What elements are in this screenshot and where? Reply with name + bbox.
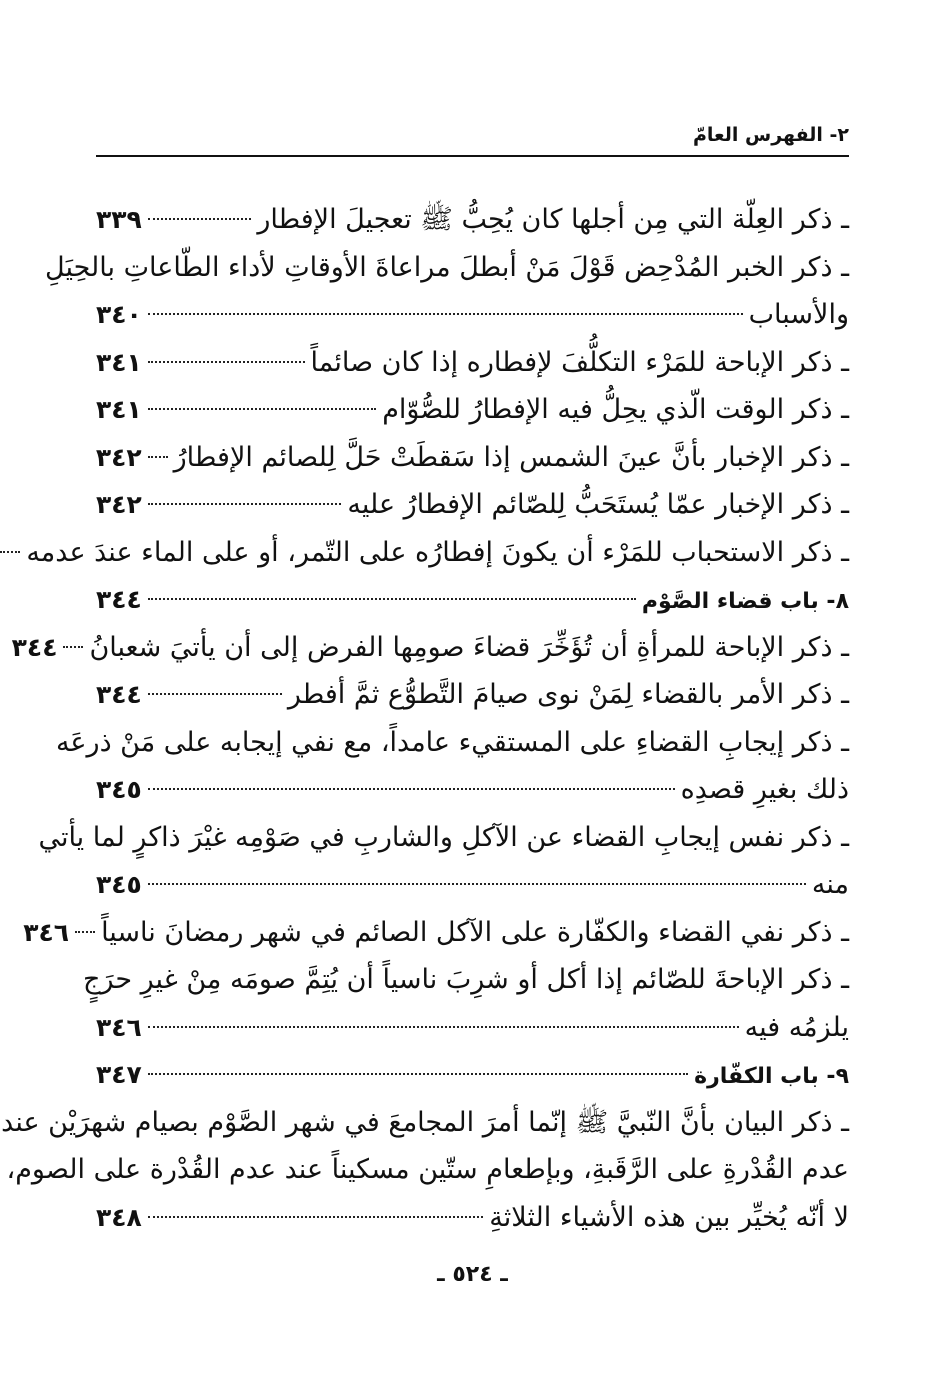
entry-page-number: ٣٤٥ [96, 775, 142, 804]
leader-dots [148, 408, 376, 410]
entry-text: ـ ذكر الاستحباب للمَرْء أن يكونَ إفطارُه على التّمر، أو على الماء عندَ عدمه [26, 536, 849, 568]
entry-text: ـ ذكر العِلّة التي مِن أجلها كان يُحِبُّ ﷺ تعجيلَ الإفطار [257, 204, 849, 235]
entry-line [23, 909, 849, 957]
entry-line [6, 1146, 849, 1194]
entry-line [96, 196, 849, 244]
entry-text: ـ ذكر البيان بأنَّ النّبيَّ ﷺ إنّما أمرَ المجامعَ في شهر الصَّوْم بصيام شهرَيْن عند [1, 1106, 849, 1138]
index-entry [96, 196, 849, 244]
index-entry [96, 386, 849, 434]
index-entry [11, 624, 849, 672]
index-entry [96, 434, 849, 482]
entry-text: ـ ذكر الأمر بالقضاء لِمَنْ نوى صيامَ التَّطوُّع ثمَّ أفطر [287, 679, 849, 710]
entry-line [45, 244, 849, 292]
entry-text: عدم القُدْرةِ على الرَّقَبةِ، وبإطعامِ ستّين مسكيناً عند عدم القُدْرة على الصوم، [6, 1154, 849, 1185]
entry-text: ـ ذكر الإخبار بأنَّ عينَ الشمس إذا سَقطَتْ حَلَّ لِلصائم الإفطارُ [173, 441, 849, 473]
entry-text: ـ ذكر الإباحةَ للصّائم إذا أكل أو شرِبَ ناسياً أن يُتِمَّ صومَه مِنْ غيرِ حرَجٍ [83, 964, 849, 995]
entry-page-number: ٣٤٨ [96, 1202, 142, 1232]
entry-text: منه [811, 869, 849, 900]
chapter-heading-entry [96, 1051, 849, 1099]
entry-page-number: ٣٣٩ [96, 205, 142, 234]
entry-line [26, 529, 849, 577]
entry-text: ـ ذكر الإباحة للمَرْء التكلُّفَ لإفطاره إذا كان صائماً [310, 346, 849, 378]
entry-text: ٩- باب الكفّارة [694, 1064, 849, 1089]
leader-dots [148, 503, 342, 505]
entry-line [38, 814, 849, 862]
leader-dots [0, 551, 20, 553]
leader-dots [148, 598, 636, 600]
entry-line [96, 386, 849, 434]
leader-dots [148, 1216, 484, 1218]
entry-text: ٨- باب قضاء الصَّوْم [641, 589, 849, 614]
entry-page-number: ٣٤٦ [96, 1012, 142, 1042]
leader-dots [148, 361, 305, 363]
entry-line [1, 1099, 849, 1147]
index-entry [55, 719, 849, 814]
entry-text: لا أنّه يُخيِّر بين هذه الأشياء الثلاثةِ [489, 1201, 849, 1233]
entry-line [96, 339, 849, 387]
entry-line [96, 1051, 849, 1099]
entry-line [55, 719, 849, 767]
page-number: ـ ٥٢٤ ـ [437, 1262, 508, 1287]
index-entry [83, 956, 849, 1051]
index-entry [38, 814, 849, 909]
entry-page-number: ٣٤٤ [11, 632, 58, 662]
entry-line [96, 1004, 849, 1052]
leader-dots [148, 218, 252, 220]
index-entry [26, 529, 849, 577]
leader-dots [148, 313, 743, 315]
entry-line [96, 766, 849, 814]
leader-dots [63, 646, 83, 648]
entry-line [96, 291, 849, 339]
index-entry [96, 671, 849, 719]
entry-page-number: ٣٤٧ [96, 1060, 142, 1089]
entry-line [96, 481, 849, 529]
leader-dots [148, 1026, 739, 1028]
entry-text: ـ ذكر نفي القضاء والكفّارة على الآكل الصائم في شهر رمضانَ ناسياً [101, 916, 849, 948]
entry-text: والأسباب [748, 299, 849, 330]
entry-page-number: ٣٤٥ [96, 870, 142, 899]
entry-text: ـ ذكر الإخبار عمّا يُستَحَبُّ لِلصّائم الإفطارُ عليه [347, 489, 849, 520]
entry-page-number: ٣٤٤ [96, 680, 142, 709]
entry-line [96, 576, 849, 624]
running-header [96, 124, 849, 158]
entry-text: يلزمُه فيه [744, 1011, 849, 1043]
index-entry [45, 244, 849, 339]
leader-dots [148, 788, 675, 790]
entry-page-number: ٣٤١ [96, 347, 142, 377]
leader-dots [148, 456, 168, 458]
entry-line [96, 861, 849, 909]
entry-text: ـ ذكر الإباحة للمرأةِ أن تُؤَخِّرَ قضاءَ صومِها الفرض إلى أن يأتيَ شعبانُ [89, 631, 849, 663]
index-entry [96, 339, 849, 387]
leader-dots [148, 883, 806, 885]
header-rule [96, 155, 849, 157]
entry-page-number: ٣٤٢ [96, 490, 142, 519]
header-title: ٢- الفهرس العامّ [692, 124, 849, 146]
entry-line [96, 1194, 849, 1242]
entry-page-number: ٣٤١ [96, 395, 142, 424]
entry-text: ـ ذكر إيجابِ القضاءِ على المستقيء عامداً، مع نفي إيجابه على مَنْ ذرعَه [55, 726, 849, 758]
entry-page-number: ٣٤٢ [95, 442, 142, 472]
entry-line [96, 671, 849, 719]
entry-text: ـ ذكر الوقت الّذي يحِلُّ فيه الإفطارُ للصُّوّام [382, 394, 849, 425]
chapter-heading-entry [96, 576, 849, 624]
entry-line [83, 956, 849, 1004]
index-entry [96, 481, 849, 529]
index-entries [1, 196, 849, 1241]
index-entry [1, 1099, 849, 1242]
index-entry [23, 909, 849, 957]
entry-text: ـ ذكر نفس إيجابِ القضاء عن الآكلِ والشاربِ في صَوْمِه غيْرَ ذاكرٍ لما يأتي [38, 821, 849, 853]
entry-line [96, 434, 849, 482]
entry-page-number: ٣٤٤ [96, 585, 142, 614]
leader-dots [148, 693, 282, 695]
leader-dots [148, 1073, 688, 1075]
entry-text: ذلك بغيرِ قصدِه [680, 774, 849, 805]
entry-line [11, 624, 849, 672]
entry-page-number: ٣٤٠ [96, 300, 142, 329]
entry-text: ـ ذكر الخبر المُدْحِض قَوْلَ مَنْ أبطلَ مراعاةَ الأوقاتِ لأداء الطّاعاتِ بالحِيَلِ [45, 251, 849, 283]
leader-dots [75, 931, 95, 933]
entry-page-number: ٣٤٦ [23, 917, 70, 947]
